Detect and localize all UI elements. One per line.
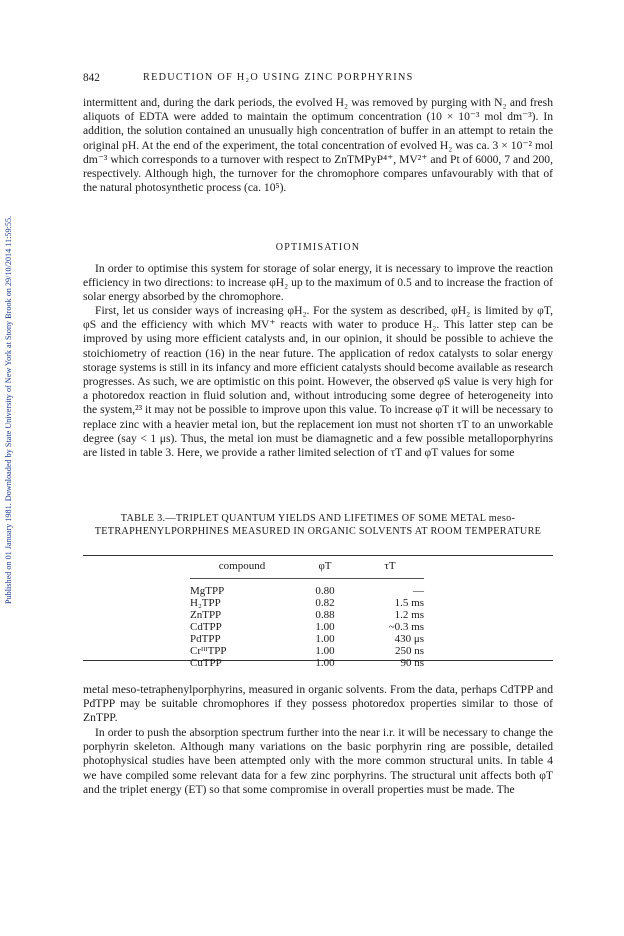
table-row — [190, 633, 424, 645]
final-paragraph: In order to push the absorption spectrum further into the near i.r. it will be necessary to change the porphyrin skeleton. Although many variations on the basic porphyrin ring are possible, detailed photophysical studies have been attempted only with the more common structural units. In table 4 we have compiled some relevant data for a few zinc porphyrins. The structural unit affects both φT and the triplet energy (ET) so that some compromise in overall properties must be made. The — [83, 726, 553, 796]
cell-phi: 0.88 — [315, 609, 335, 621]
table-row — [190, 597, 424, 609]
cell-tau: 430 μs — [394, 633, 424, 645]
cell-phi: 1.00 — [315, 645, 335, 657]
table-top-rule — [83, 555, 553, 556]
post-table-paragraph: metal meso-tetraphenylporphyrins, measured in organic solvents. From the data, perhaps CdTPP and PdTPP may be suitable chromophores if they possess photoredox properties similar to those of ZnTPP. — [83, 683, 553, 725]
cell-tau: 90 ns — [400, 657, 424, 669]
triplet-table — [190, 560, 424, 669]
table-row — [190, 645, 424, 657]
table-bottom-rule — [83, 660, 553, 661]
cell-phi: 1.00 — [315, 657, 335, 669]
cell-phi: 1.00 — [315, 621, 335, 633]
section-heading: OPTIMISATION — [275, 242, 361, 253]
page-number: 842 — [83, 72, 100, 84]
page-header — [83, 72, 553, 88]
cell-phi: 1.00 — [315, 633, 335, 645]
table-row — [190, 657, 424, 669]
table-row — [190, 585, 424, 597]
cell-compound: H₂TPP — [190, 597, 221, 609]
cell-tau: 250 ns — [394, 645, 424, 657]
cell-tau: 1.5 ms — [394, 597, 424, 609]
header-phi: φT — [318, 560, 332, 572]
running-title: REDUCTION OF H₂O USING ZINC PORPHYRINS — [143, 72, 414, 83]
intro-paragraph: intermittent and, during the dark periods, the evolved H₂ was removed by purging with N₂ and fresh aliquots of EDTA were added to maintain the optimum concentration (10 × 10⁻³ mol dm⁻³). In addition, the solution contained an unusually high concentration of buffer in an attempt to retain the original pH. At the end of the experiment, the total concentration of evolved H₂ was ca. 3 × 10⁻² mol dm⁻³ which corresponds to a turnover with respect to ZnTMPyP⁴⁺, MV²⁺ and Pt of 6000, 7 and 200, respectively. Although high, the turnover for the chromophore compares unfavourably with that of the natural photosynthetic process (ca. 10⁵). — [83, 96, 553, 195]
header-compound: compound — [218, 560, 266, 572]
optimisation-paragraph-1: In order to optimise this system for storage of solar energy, it is necessary to improve the reaction efficiency in two directions: to increase φH₂ up to the maximum of 0.5 and to increase the fraction of solar energy absorbed by the chromophore. — [83, 262, 553, 304]
table-header-row — [190, 560, 424, 579]
cell-compound: ZnTPP — [190, 609, 222, 621]
cell-tau: — — [413, 585, 424, 597]
download-notice: Published on 01 January 1981. Downloaded by State University of New York at Stony Brook on 29/10/2014 11:59:55. — [4, 215, 13, 604]
table-caption: TABLE 3.—TRIPLET QUANTUM YIELDS AND LIFETIMES OF SOME METAL meso-TETRAPHENYLPORPHINES MEASURED IN ORGANIC SOLVENTS AT ROOM TEMPERATURE — [94, 513, 542, 537]
cell-phi: 0.80 — [315, 585, 335, 597]
cell-tau: ~0.3 ms — [388, 621, 424, 633]
cell-compound: CrᴵᴵᴵTPP — [190, 645, 227, 657]
cell-compound: CuTPP — [190, 657, 222, 669]
cell-phi: 0.82 — [315, 597, 335, 609]
cell-tau: 1.2 ms — [394, 609, 424, 621]
cell-compound: CdTPP — [190, 621, 222, 633]
download-watermark — [4, 64, 18, 604]
table-row — [190, 609, 424, 621]
optimisation-paragraph-2: First, let us consider ways of increasing φH₂. For the system as described, φH₂ is limited by φT, φS and the efficiency with which MV⁺ reacts with water to produce H₂. This latter step can be improved by using more efficient catalysts and, in our opinion, it should be possible to achieve the stoichiometry of reaction (16) in the near future. The application of redox catalysts to solar energy storage systems is still in its infancy and more efficient catalysts should become available as research progresses. As such, we are optimistic on this point. However, the observed φS value is very high for a photoredox reaction in fluid solution and, without introducing some degree of heterogeneity into the system,²³ it may not be possible to improve upon this value. To increase φT it will be necessary to replace zinc with a heavier metal ion, but the replacement ion must not shorten τT to an unworkable degree (say < 1 μs). Thus, the metal ion must be diamagnetic and a few possible metalloporphyrins are listed in table 3. Here, we provide a rather limited selection of τT and φT values for some — [83, 304, 553, 460]
cell-compound: PdTPP — [190, 633, 221, 645]
table-row — [190, 621, 424, 633]
header-tau: τT — [384, 560, 396, 572]
cell-compound: MgTPP — [190, 585, 225, 597]
